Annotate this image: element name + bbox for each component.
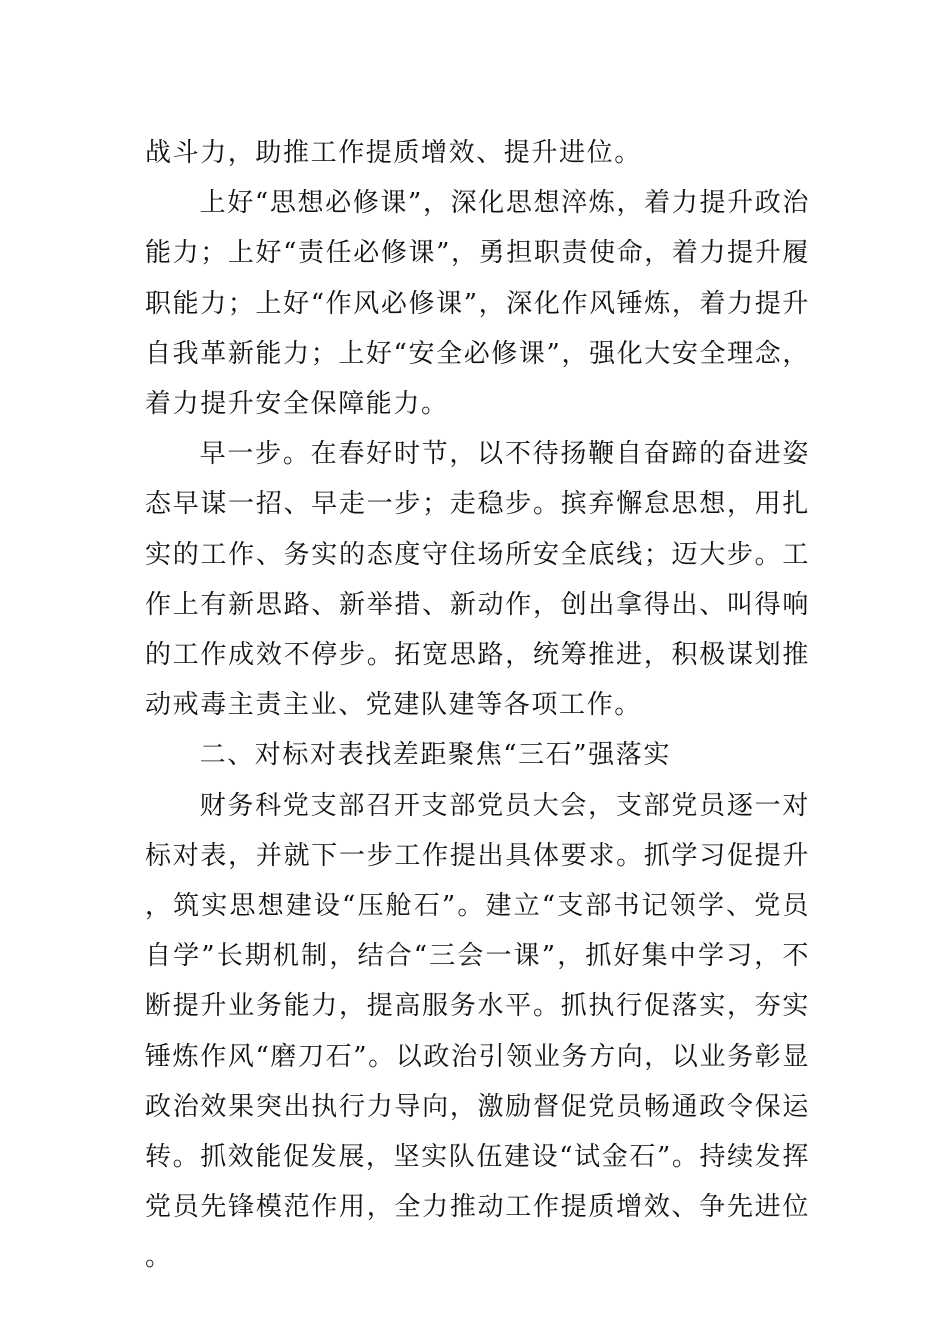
paragraph-step-forward: 早一步。在春好时节，以不待扬鞭自奋蹄的奋进姿态早谋一招、早走一步；走稳步。摈弃懈怠思想，用扎实的工作、务实的态度守住场所安全底线；迈大步。工作上有新思路、新举措、新动作，创出拿得出、叫得响的工作成效不停步。拓宽思路，统筹推进，积极谋划推动戒毒主责主业、党建队建等各项工作。	[145, 439, 810, 721]
paragraph-finance-branch: 财务科党支部召开支部党员大会，支部党员逐一对标对表，并就下一步工作提出具体要求。抓学习促提升，筑实思想建设“压舱石”。建立“支部书记领学、党员自学”长期机制，结合“三会一课”，抓好集中学习，不断提升业务能力，提高服务水平。抓执行促落实，夯实锤炼作风“磨刀石”。以政治引领业务方向，以业务彰显政治效果突出执行力导向，激励督促党员畅通政令保运转。抓效能促发展，坚实队伍建设“试金石”。持续发挥党员先锋模范作用，全力推动工作提质增效、争先进位。	[145, 790, 810, 1273]
paragraph-required-courses: 上好“思想必修课”，深化思想淬炼，着力提升政治能力；上好“责任必修课”，勇担职责使命，着力提升履职能力；上好“作风必修课”，深化作风锤炼，着力提升自我革新能力；上好“安全必修课”，强化大安全理念，着力提升安全保障能力。	[145, 188, 810, 420]
paragraph-continuation: 战斗力，助推工作提质增效、提升进位。	[145, 138, 642, 168]
document-body	[145, 128, 810, 1283]
section-heading-two: 二、对标对表找差距聚焦“三石”强落实	[199, 740, 671, 771]
